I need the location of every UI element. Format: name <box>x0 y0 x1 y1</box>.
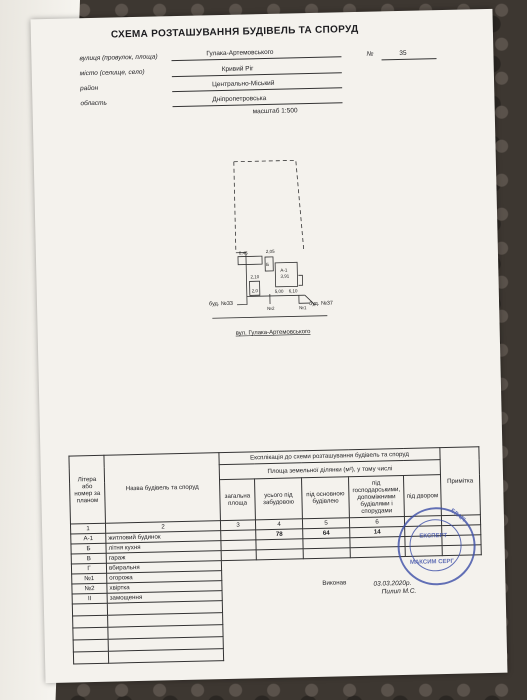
shed-outline <box>238 256 262 265</box>
stamp-text-side: БРАГІ <box>448 508 467 524</box>
dimension-6: 0,45 <box>238 250 248 256</box>
dimension-5: 2,05 <box>265 248 275 255</box>
row-name: житловий будинок <box>106 531 221 544</box>
building-b-label: Б <box>266 261 270 268</box>
district-label: район <box>80 84 99 93</box>
col-number-4: 4 <box>255 519 302 530</box>
document-sheet <box>31 9 508 683</box>
col-number-3: 3 <box>220 520 255 531</box>
gate-1-label: №1 <box>299 305 307 311</box>
city-value: Кривий Ріг <box>221 65 254 74</box>
gate-2-label: №2 <box>267 305 275 312</box>
row-name: замощення <box>107 591 222 604</box>
building-a-height: 3,91 <box>280 273 290 279</box>
value-aux: 14 <box>350 526 405 537</box>
row-code: №1 <box>72 573 107 584</box>
col-notes-header: Примітка <box>440 447 481 516</box>
col-code-header: Літера або номер за планом <box>69 455 106 524</box>
district-value: Центрально-Міський <box>211 79 275 89</box>
document-title: СХЕМА РОЗТАШУВАННЯ БУДІВЕЛЬ ТА СПОРУД <box>110 23 359 41</box>
row-name: гараж <box>106 551 221 564</box>
row-name: хвіртка <box>107 581 222 594</box>
dimension-4: 2,0 <box>251 288 259 294</box>
stamp-text-top: ЕКСПЕРТ <box>419 533 448 540</box>
col-number-2: 2 <box>105 521 220 534</box>
neighbor-left-leader <box>237 296 247 304</box>
signature-date: 03.03.2020р. <box>373 579 412 588</box>
scale-label: масштаб 1:500 <box>252 107 298 116</box>
row-name: огорожа <box>107 571 222 584</box>
street-line <box>212 316 327 319</box>
stamp-text-name: МАКСИМ СЕРГ <box>409 558 454 566</box>
neighbor-left-label: буд. №33 <box>208 300 233 308</box>
dimension-1: 5,00 <box>274 288 284 294</box>
row-code: А-1 <box>71 533 106 544</box>
value-main: 64 <box>303 528 350 539</box>
street-caption: вул. Гулака-Артемовського <box>235 329 311 337</box>
plot-boundary-top-right <box>234 160 304 256</box>
col-aux-header: під господарськими, допоміжними будівлями і спорудами <box>348 475 404 517</box>
row-code: В <box>71 553 106 564</box>
dimension-3: 2,10 <box>250 274 260 280</box>
explication-header: Експлікація до схеми розташування будівель та споруд <box>219 448 440 465</box>
area-header: Площа земельної ділянки (м²), у тому числі <box>219 460 440 480</box>
neighbor-right-label: буд. №37 <box>308 300 334 308</box>
col-number-1: 1 <box>70 523 105 534</box>
street-label: вулиця (провулок, площа) <box>79 53 158 63</box>
region-value: Дніпропетровська <box>212 94 267 104</box>
house-number-value: 35 <box>399 49 407 57</box>
building-a-label: А-1 <box>280 267 288 273</box>
city-label: місто (селище, село) <box>79 68 145 78</box>
region-label: область <box>80 99 108 108</box>
gate-leader <box>299 295 309 303</box>
porch-outline <box>298 275 302 285</box>
col-main-header: під основною будівлею <box>301 477 349 519</box>
signature-name: Пилип М.С. <box>381 587 417 596</box>
col-total-header: загальна площа <box>220 479 256 521</box>
col-number-6: 6 <box>349 516 404 527</box>
row-code: Б <box>71 543 106 554</box>
plot-boundary-left <box>234 162 236 253</box>
row-code: №2 <box>72 583 107 594</box>
house-number-label: № <box>366 50 374 58</box>
col-yard-header: під двором <box>403 475 441 517</box>
row-code: Г <box>71 563 106 574</box>
col-built-header: усього під забудовою <box>255 478 303 520</box>
row-name: вбиральня <box>106 561 221 574</box>
row-code: ІІ <box>72 593 107 604</box>
value-built: 78 <box>256 529 303 540</box>
dimension-2: 6,10 <box>288 288 298 294</box>
street-value: Гулака-Артемовського <box>206 48 274 58</box>
col-number-5: 5 <box>302 518 349 529</box>
row-name: літня кухня <box>106 541 221 554</box>
col-name-header: Назва будівель та споруд <box>104 453 221 524</box>
executed-label: Виконав <box>322 579 347 587</box>
